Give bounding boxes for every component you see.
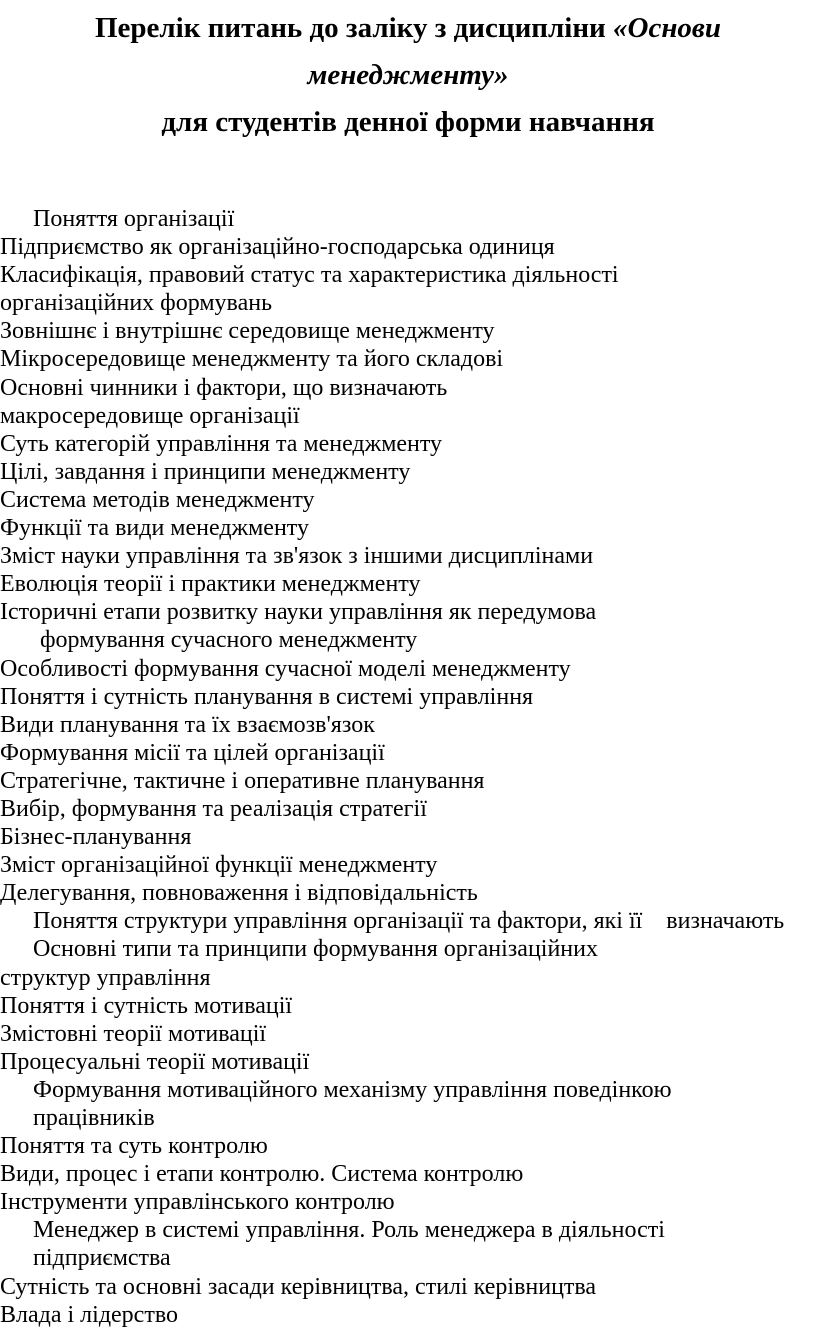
- question-line: Зміст організаційної функції менеджменту: [0, 852, 438, 879]
- question-line: Основні чинники і фактори, що визначають: [0, 374, 448, 401]
- question-line: Змістовні теорії мотивації: [0, 1020, 267, 1047]
- question-line: Система методів менеджменту: [0, 486, 315, 513]
- question-line: Процесуальні теорії мотивації: [0, 1048, 310, 1075]
- question-line: Особливості формування сучасної моделі менеджменту: [0, 655, 571, 682]
- question-line: Види планування та їх взаємозв'язок: [0, 711, 375, 738]
- question-line: Інструменти управлінського контролю: [0, 1189, 395, 1216]
- question-line: Поняття організації: [33, 206, 235, 232]
- title-course-name: «Основи менеджменту»: [307, 12, 721, 91]
- question-line: Менеджер в системі управління. Роль менеджера в діяльності: [33, 1217, 665, 1244]
- question-line: Функції та види менеджменту: [0, 515, 309, 542]
- question-line: Суть категорій управління та менеджменту: [0, 430, 443, 457]
- question-line: Історичні етапи розвитку науки управління як передумова: [0, 599, 597, 626]
- question-line: працівників: [33, 1105, 155, 1131]
- question-line: макросередовище організації: [0, 402, 300, 429]
- question-line: Види, процес і етапи контролю. Система контролю: [0, 1161, 524, 1188]
- question-line: Сутність та основні засади керівництва, стилі керівництва: [0, 1273, 597, 1300]
- question-line: Бізнес-планування: [0, 824, 192, 851]
- question-line: формування сучасного менеджменту: [40, 627, 418, 654]
- title-text: Перелік питань до заліку з дисципліни: [94, 12, 613, 44]
- question-line: Еволюція теорії і практики менеджменту: [0, 571, 421, 598]
- question-line: Підприємство як організаційно-господарська одиниця: [0, 234, 555, 261]
- question-line: Поняття і сутність планування в системі управління: [0, 683, 534, 710]
- question-line: Мікросередовище менеджменту та його складові: [0, 346, 504, 373]
- question-line: Делегування, повноваження і відповідальність: [0, 880, 478, 907]
- question-line: Поняття та суть контролю: [0, 1133, 268, 1160]
- question-line: підприємства: [33, 1245, 171, 1272]
- question-line: Формування місії та цілей організації: [0, 739, 385, 766]
- question-line: Основні типи та принципи формування організаційних: [33, 936, 598, 963]
- question-line: організаційних формувань: [0, 290, 273, 317]
- question-line: Поняття і сутність мотивації: [0, 992, 293, 1019]
- question-line: Формування мотиваційного механізму управління поведінкою: [33, 1076, 672, 1103]
- question-line: Поняття структури управління організації та фактори, які її визначають: [33, 908, 785, 935]
- question-line: структур управління: [0, 964, 211, 991]
- document-subtitle: для студентів денної форми навчання: [161, 106, 655, 138]
- question-line: Зміст науки управління та зв'язок з іншими дисциплінами: [0, 543, 594, 570]
- question-line: Класифікація, правовий статус та характеристика діяльності: [0, 262, 619, 289]
- document-title: [0, 5, 816, 99]
- question-line: Зовнішнє і внутрішнє середовище менеджменту: [0, 318, 495, 345]
- question-list: [0, 205, 816, 1329]
- question-line: Влада і лідерство: [0, 1301, 178, 1328]
- question-line: Вибір, формування та реалізація стратегії: [0, 795, 427, 822]
- question-line: Стратегічне, тактичне і оперативне планування: [0, 767, 485, 794]
- question-line: Цілі, завдання і принципи менеджменту: [0, 458, 411, 485]
